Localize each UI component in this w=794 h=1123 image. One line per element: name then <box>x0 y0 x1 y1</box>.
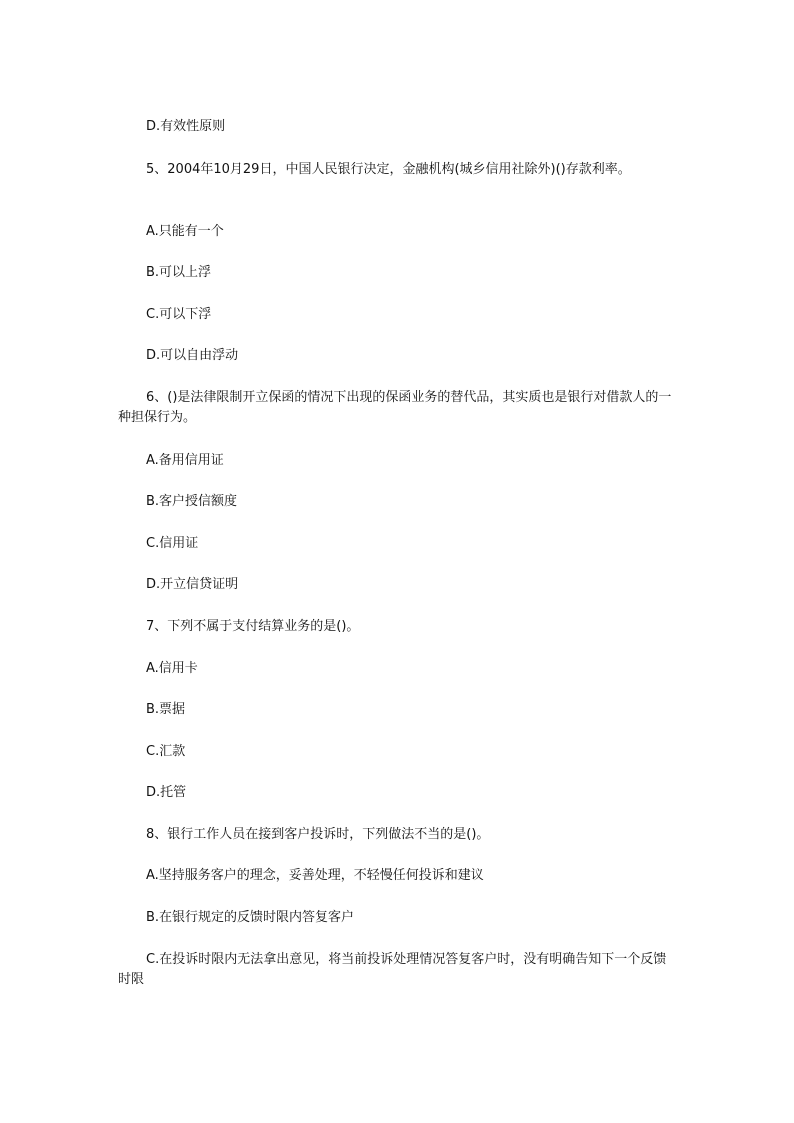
option-q5-b: B.可以上浮 <box>146 265 212 280</box>
option-q4-d: D.有效性原则 <box>146 119 226 134</box>
option-q5-a: A.只能有一个 <box>146 224 224 239</box>
option-q8-b: B.在银行规定的反馈时限内答复客户 <box>146 910 355 925</box>
option-q7-d: D.托管 <box>146 785 187 800</box>
question-6: 6、()是法律限制开立保函的情况下出现的保函业务的替代品，其实质也是银行对借款人的一种担保行为。 <box>118 390 672 425</box>
option-q7-a: A.信用卡 <box>146 661 198 676</box>
question-5: 5、2004年10月29日，中国人民银行决定，金融机构(城乡信用社除外)()存款利率。 <box>146 162 631 177</box>
option-q7-c: C.汇款 <box>146 744 186 759</box>
option-q8-a: A.坚持服务客户的理念，妥善处理，不轻慢任何投诉和建议 <box>146 868 484 883</box>
option-q5-d: D.可以自由浮动 <box>146 348 239 363</box>
option-q6-c: C.信用证 <box>146 536 199 551</box>
question-7: 7、下列不属于支付结算业务的是()。 <box>146 619 360 634</box>
option-q6-b: B.客户授信额度 <box>146 494 238 509</box>
option-q6-d: D.开立信贷证明 <box>146 577 239 592</box>
option-q7-b: B.票据 <box>146 702 186 717</box>
option-q6-a: A.备用信用证 <box>146 453 224 468</box>
question-8: 8、银行工作人员在接到客户投诉时，下列做法不当的是()。 <box>146 827 490 842</box>
option-q5-c: C.可以下浮 <box>146 307 212 322</box>
option-q8-c: C.在投诉时限内无法拿出意见，将当前投诉处理情况答复客户时，没有明确告知下一个反馈时限 <box>118 952 667 987</box>
